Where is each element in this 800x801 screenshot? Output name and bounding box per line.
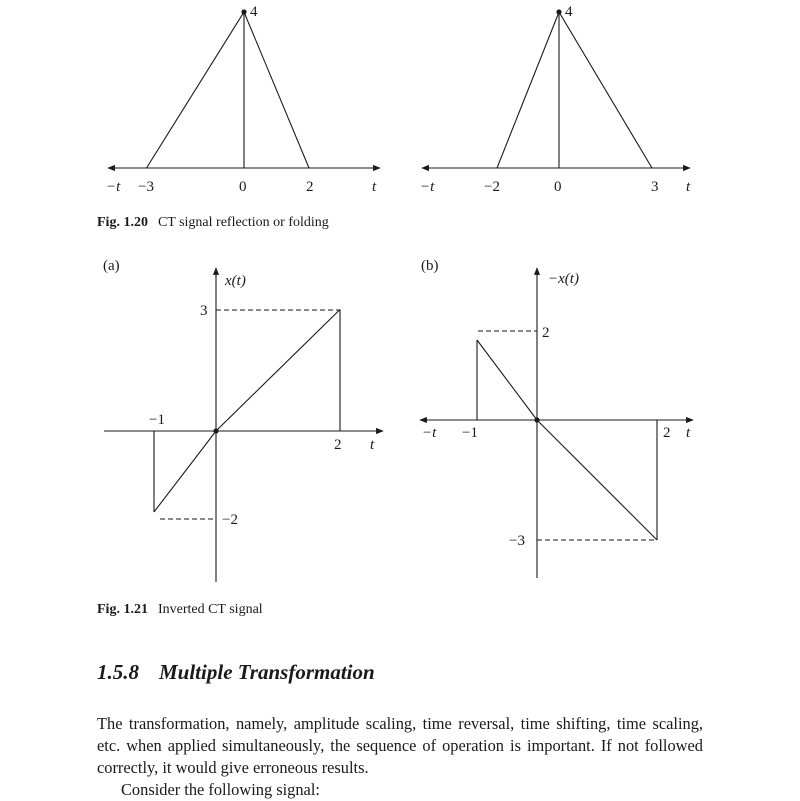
- fig-1-20-caption-label: Fig. 1.20: [97, 215, 148, 230]
- fig-1-21a-plot: [103, 258, 383, 582]
- fig-1-21-caption-text: Inverted CT signal: [157, 602, 263, 617]
- fig21b-y-pos-label: 2: [542, 325, 550, 341]
- fig20-right-t-label: t: [686, 179, 691, 195]
- fig20-right-tick-label: 3: [651, 179, 659, 195]
- section-heading: [97, 660, 375, 685]
- fig-1-20-right-plot: [420, 4, 691, 195]
- fig21a-y-neg-label: −2: [222, 512, 238, 528]
- body-paragraph-2: Consider the following signal:: [121, 780, 320, 799]
- fig-1-21-caption-label: Fig. 1.21: [97, 602, 148, 617]
- fig20-left-tick-label: 2: [306, 179, 314, 195]
- section-number: 1.5.8: [97, 660, 139, 684]
- fig20-left-signal: [147, 12, 310, 168]
- fig21b-t-label: t: [686, 425, 691, 441]
- fig21b-signal: [477, 340, 657, 540]
- fig21b-origin-dot: [534, 417, 539, 422]
- fig21b-y-axis-label: −x(t): [548, 271, 579, 287]
- fig21b-t-neg-label: −1: [462, 425, 478, 441]
- fig20-right-neg-axis-label: −t: [420, 179, 435, 195]
- section-title: Multiple Transformation: [159, 660, 375, 684]
- fig21b-panel-label: (b): [421, 258, 439, 274]
- fig-1-21-caption: [97, 602, 263, 618]
- fig20-right-peak-label: 4: [565, 4, 573, 20]
- fig20-left-neg-axis-label: −t: [106, 179, 121, 195]
- body-paragraph: The transformation, namely, amplitude scaling, time reversal, time shifting, time scaling, etc. when applied simultaneously, the sequence of operation is important. If not followed correctly, it would give erroneous results.: [97, 714, 703, 777]
- fig21b-neg-axis-label: −t: [422, 425, 437, 441]
- fig21a-y-axis-label: x(t): [225, 273, 246, 289]
- fig-1-21b-plot: [420, 258, 693, 578]
- fig21a-y-pos-label: 3: [200, 303, 208, 319]
- fig20-right-tick-label: 0: [554, 179, 562, 195]
- fig20-right-peak-dot: [556, 9, 561, 14]
- fig20-left-peak-dot: [241, 9, 246, 14]
- fig-1-20-caption: [97, 215, 329, 231]
- fig21a-t-label: t: [370, 437, 375, 453]
- fig21a-signal: [154, 310, 340, 513]
- fig-1-20-caption-text: CT signal reflection or folding: [157, 215, 329, 230]
- fig21a-t-neg-label: −1: [149, 412, 165, 428]
- fig-1-20-left-plot: [106, 4, 380, 195]
- fig20-right-signal: [497, 12, 652, 168]
- fig20-left-tick-label: 0: [239, 179, 247, 195]
- fig20-left-t-label: t: [372, 179, 377, 195]
- fig20-left-tick-label: −3: [138, 179, 154, 195]
- fig21b-y-neg-label: −3: [509, 533, 525, 549]
- fig21b-t-pos-label: 2: [663, 425, 671, 441]
- fig21a-origin-dot: [213, 428, 218, 433]
- fig20-left-peak-label: 4: [250, 4, 258, 20]
- fig21a-panel-label: (a): [103, 258, 120, 274]
- fig20-right-tick-label: −2: [484, 179, 500, 195]
- fig21a-t-pos-label: 2: [334, 437, 342, 453]
